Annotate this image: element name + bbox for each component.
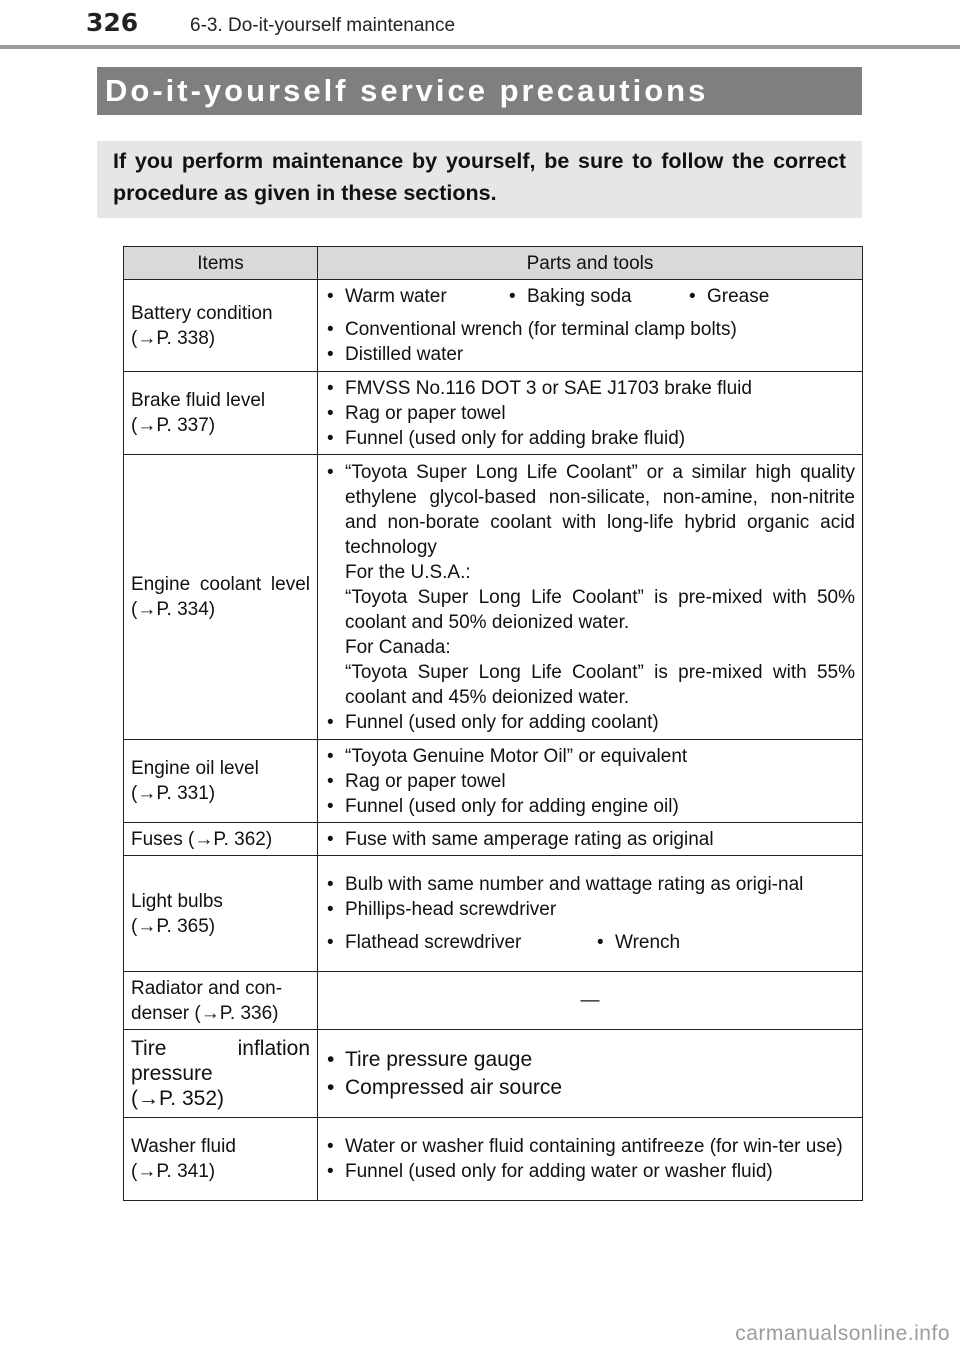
list-item: • Flathead screwdriver: [325, 930, 595, 955]
list-item: • Compressed air source: [325, 1074, 855, 1102]
list-item: [325, 460, 855, 710]
list-item: • Distilled water: [325, 342, 855, 367]
item-name: Brake fluid level: [131, 390, 266, 411]
parts-cell: [318, 856, 863, 972]
coolant-note: For Canada:: [345, 636, 451, 658]
item-cell: [124, 856, 318, 972]
list-item: • Rag or paper towel: [325, 401, 855, 426]
section-title: 6-3. Do-it-yourself maintenance: [190, 15, 456, 36]
table-row: [124, 823, 863, 856]
list-item: • Bulb with same number and wattage rating as origi-nal: [325, 872, 855, 897]
list-item: • Phillips-head screwdriver: [325, 897, 855, 922]
table-row: [124, 856, 863, 972]
list-item: • Funnel (used only for adding coolant): [325, 710, 855, 735]
list-item: • Tire pressure gauge: [325, 1046, 855, 1074]
list-item: • Funnel (used only for adding brake fluid): [325, 426, 855, 451]
page-title: Do-it-yourself service precautions: [97, 67, 862, 115]
item-cell: [124, 455, 318, 740]
parts-tools-table: [123, 246, 863, 1201]
table-row: [124, 972, 863, 1030]
list-item: • FMVSS No.116 DOT 3 or SAE J1703 brake fluid: [325, 376, 855, 401]
item-name: Light bulbs: [131, 890, 223, 912]
table-row: [124, 1118, 863, 1201]
list-item: • Wrench: [595, 930, 680, 955]
coolant-note: “Toyota Super Long Life Coolant” is pre-mixed with 55% coolant and 45% deionized water.: [345, 661, 855, 708]
list-item: • Conventional wrench (for terminal clamp bolts): [325, 317, 855, 342]
header-items: Items: [124, 247, 318, 280]
list-item: • Funnel (used only for adding water or washer fluid): [325, 1159, 855, 1184]
page-reference: (→P. 352): [131, 1087, 224, 1110]
intro-text: If you perform maintenance by yourself, be sure to follow the correct procedure as given in these sections.: [97, 141, 862, 218]
parts-cell: [318, 823, 863, 856]
parts-cell: [318, 972, 863, 1030]
list-item: • Baking soda: [507, 284, 687, 309]
page-reference: (→P. 341): [131, 1161, 216, 1182]
item-name: Battery condition: [131, 302, 273, 324]
item-cell: [124, 740, 318, 823]
list-item: • Rag or paper towel: [325, 769, 855, 794]
item-name: Washer fluid: [131, 1136, 236, 1157]
no-parts-dash: —: [580, 990, 600, 1011]
list-item: • Warm water: [325, 284, 507, 309]
list-item: • Fuse with same amperage rating as original: [325, 827, 855, 852]
list-item: • “Toyota Genuine Motor Oil” or equivalent: [325, 744, 855, 769]
item-cell: [124, 1030, 318, 1118]
item-cell: [124, 1118, 318, 1201]
page-reference: (→P. 338): [131, 327, 216, 349]
page-number: 326: [86, 8, 139, 37]
table-header-row: [124, 247, 863, 280]
table-row: [124, 455, 863, 740]
header-divider: [0, 45, 960, 49]
page-reference: (→P. 337): [131, 415, 216, 436]
item-cell: [124, 823, 318, 856]
page-reference: (→P. 331): [131, 783, 216, 804]
parts-cell: [318, 740, 863, 823]
parts-cell: [318, 372, 863, 455]
table-row: [124, 740, 863, 823]
list-item: • Grease: [687, 284, 769, 309]
item-cell: [124, 372, 318, 455]
parts-cell: [318, 1118, 863, 1201]
item-name: Engine oil level: [131, 758, 259, 779]
item-cell: [124, 972, 318, 1030]
parts-cell: [318, 280, 863, 372]
item-name: Radiator and con-denser (→P. 336): [131, 977, 283, 1024]
watermark: carmanualsonline.info: [735, 1322, 950, 1345]
list-item: • Water or washer fluid containing antifreeze (for win-ter use): [325, 1134, 855, 1159]
coolant-note: “Toyota Super Long Life Coolant” is pre-mixed with 50% coolant and 50% deionized water.: [345, 586, 855, 633]
item-name: Tire inflation pressure: [131, 1037, 310, 1085]
coolant-spec: • “Toyota Super Long Life Coolant” or a similar high quality ethylene glycol-based non-silicate, non-amine, non-nitrite and non-borate coolant with long-life hybrid organic acid technology: [345, 461, 855, 558]
coolant-note: For the U.S.A.:: [345, 561, 471, 583]
parts-cell: [318, 1030, 863, 1118]
item-name: Engine coolant level (→P. 334): [131, 574, 310, 620]
page-reference: (→P. 365): [131, 915, 216, 937]
item-name: Fuses (→P. 362): [131, 828, 273, 850]
list-item: • Funnel (used only for adding engine oil): [325, 794, 855, 819]
item-cell: [124, 280, 318, 372]
table-row: [124, 1030, 863, 1118]
table-row: [124, 372, 863, 455]
parts-cell: [318, 455, 863, 740]
header-parts-tools: Parts and tools: [318, 247, 863, 280]
table-row: [124, 280, 863, 372]
